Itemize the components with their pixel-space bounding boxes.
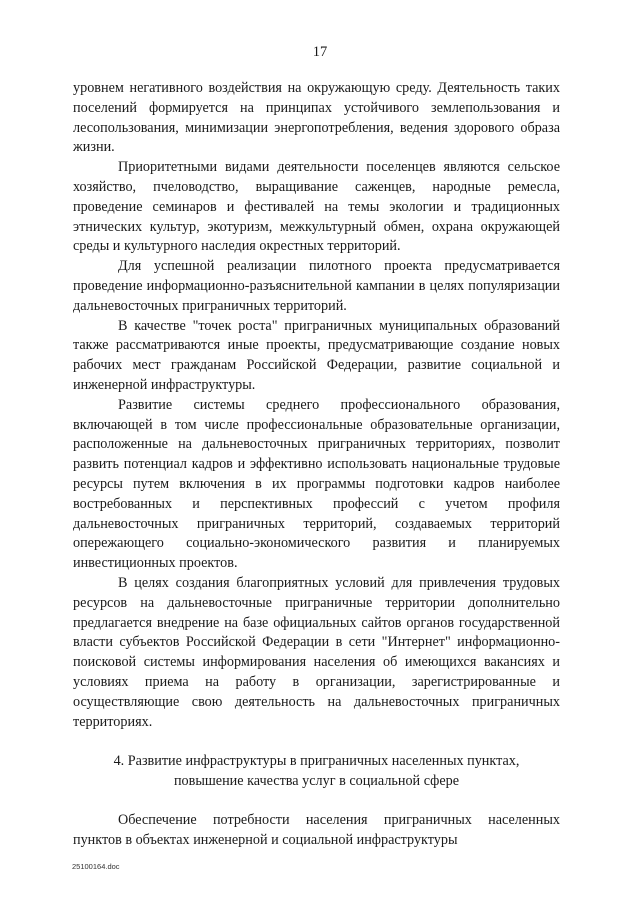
document-filename-footer: 25100164.doc — [72, 862, 120, 871]
section-heading-line-1: 4. Развитие инфраструктуры в приграничных населенных пунктах, — [113, 753, 520, 770]
paragraph-7: Обеспечение потребности населения приграничных населенных пунктов в объектах инженерной и социальной инфраструктуры — [73, 812, 560, 849]
section-heading-line-2: повышение качества услуг в социальной сфере — [173, 773, 460, 790]
page-number: 17 — [312, 44, 328, 60]
paragraph-3: Для успешной реализации пилотного проекта предусматривается проведение информационно-разъяснительной кампании в целях популяризации дальневосточных приграничных территорий. — [73, 258, 560, 314]
paragraph-2: Приоритетными видами деятельности поселенцев являются сельское хозяйство, пчеловодство, выращивание саженцев, народные ремесла, проведение семинаров и фестивалей на темы экологии и традиционных этнических культур, экотуризм, межкультурный обмен, охрана окружающей среды и культурного наследия окрестных территорий. — [73, 159, 560, 255]
section-heading — [73, 751, 560, 791]
paragraph-1: уровнем негативного воздействия на окружающую среду. Деятельность таких поселений формируется на принципах устойчивого землепользования и лесопользования, минимизации энергопотребления, ведения здорового образа жизни. — [73, 80, 560, 156]
paragraph-5: Развитие системы среднего профессионального образования, включающей в том числе профессиональные образовательные организации, расположенные на дальневосточных приграничных территориях, позволит развить потенциал кадров и эффективно использовать национальные трудовые ресурсы путем включения в их программы подготовки кадров наиболее востребованных и перспективных профессий с учетом профиля дальневосточных приграничных территорий, создаваемых территорий опережающего социально-экономического развития и планируемых инвестиционных проектов. — [73, 396, 560, 572]
paragraph-4: В качестве "точек роста" приграничных муниципальных образований также рассматриваются иные проекты, предусматривающие создание новых рабочих мест гражданам Российской Федерации, развитие социальной и инженерной инфраструктуры. — [73, 317, 560, 393]
document-body — [73, 79, 560, 851]
paragraph-6: В целях создания благоприятных условий для привлечения трудовых ресурсов на дальневосточные приграничные территории дополнительно предлагается внедрение на базе официальных сайтов органов государственной власти субъектов Российской Федерации в сети "Интернет" информационно-поисковой системы информирования населения об имеющихся вакансиях и условиях приема на работу в организации, зарегистрированные и осуществляющие свою деятельность на дальневосточных приграничных территориях. — [73, 574, 560, 730]
